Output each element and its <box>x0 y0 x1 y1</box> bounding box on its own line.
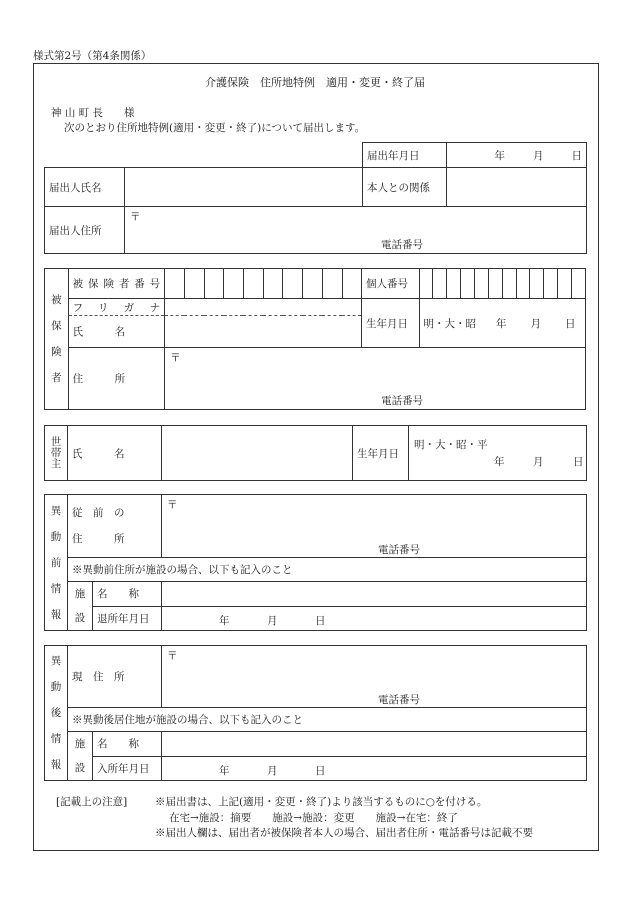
digit-box[interactable] <box>433 269 447 299</box>
insured-number-label: 被保険者番号 <box>68 269 165 299</box>
digit-box[interactable] <box>342 269 362 299</box>
household-birth-label: 生年月日 <box>353 426 409 481</box>
household-name-field[interactable] <box>162 426 353 481</box>
digit-box[interactable] <box>165 269 185 299</box>
digit-box[interactable] <box>224 269 244 299</box>
personal-number-label: 個人番号 <box>362 269 420 299</box>
before-group-label: 異動前情報 <box>45 495 68 631</box>
after-address-field[interactable] <box>162 646 587 708</box>
before-address-field[interactable] <box>162 495 587 558</box>
insured-birth-field[interactable]: 明・大・昭 年 月 日 <box>419 299 585 348</box>
applicant-name-field[interactable] <box>125 168 363 207</box>
insured-name-label: 氏 名 <box>68 316 165 348</box>
digit-box[interactable] <box>544 269 558 299</box>
insured-group-label: 被保険者 <box>45 269 69 410</box>
digit-box[interactable] <box>530 269 544 299</box>
digit-box[interactable] <box>558 269 572 299</box>
insured-birth-label: 生年月日 <box>362 299 420 348</box>
digit-box[interactable] <box>502 269 516 299</box>
date-field[interactable]: 年 月 日 <box>447 143 587 168</box>
notes-line-3: ※届出人欄は、届出者が被保険者本人の場合、届出者住所・電話番号は記載不要 <box>155 827 533 839</box>
applicant-address-label: 届出人住所 <box>45 207 125 254</box>
notes-heading: [記載上の注意] <box>56 796 128 808</box>
after-group-label: 異動後情報 <box>45 646 68 781</box>
phone-label: 電話番号 <box>381 239 423 251</box>
after-facility-name-label: 名 称 <box>93 732 162 757</box>
digit-box[interactable] <box>461 269 475 299</box>
insured-address-label: 住 所 <box>68 348 165 410</box>
insured-table <box>44 268 586 410</box>
before-facility-name-field[interactable] <box>162 582 587 607</box>
household-name-label: 氏 名 <box>68 426 162 481</box>
after-address-label: 現 住 所 <box>68 646 162 708</box>
applicant-table <box>44 142 587 254</box>
relation-field[interactable] <box>447 168 587 207</box>
after-date-field[interactable]: 年 月 日 <box>162 756 587 781</box>
digit-box[interactable] <box>283 269 303 299</box>
applicant-name-label: 届出人氏名 <box>45 168 125 207</box>
phone-label: 電話番号 <box>378 694 420 706</box>
digit-box[interactable] <box>322 269 342 299</box>
postal-mark: 〒 <box>167 499 178 511</box>
before-date-field[interactable]: 年 月 日 <box>162 606 587 631</box>
digit-box[interactable] <box>243 269 263 299</box>
postal-mark: 〒 <box>130 211 141 223</box>
after-date-label: 入所年月日 <box>93 756 162 781</box>
after-facility-group: 施設 <box>68 732 93 781</box>
before-facility-group: 施設 <box>68 582 93 631</box>
digit-box[interactable] <box>303 269 323 299</box>
digit-box[interactable] <box>571 269 585 299</box>
household-birth-field[interactable]: 明・大・昭・平 年 月 日 <box>409 426 587 481</box>
date-label: 届出年月日 <box>363 143 447 168</box>
notes-line-1: ※届出書は、上記(適用・変更・終了)より該当するものに○を付ける。 <box>155 796 488 808</box>
insured-address-field[interactable] <box>165 348 586 410</box>
furigana-field[interactable] <box>165 299 362 316</box>
phone-label: 電話番号 <box>378 544 420 556</box>
before-facility-note: ※異動前住所が施設の場合、以下も記入のこと <box>68 558 587 582</box>
digit-box[interactable] <box>184 269 204 299</box>
digit-box[interactable] <box>419 269 433 299</box>
after-facility-name-field[interactable] <box>162 732 587 757</box>
before-table <box>44 494 587 631</box>
after-facility-note: ※異動後居住地が施設の場合、以下も記入のこと <box>68 708 587 732</box>
insured-name-field[interactable] <box>165 316 362 348</box>
intro-text: 次のとおり住所地特例(適用・変更・終了)について届出します。 <box>64 122 366 134</box>
household-table <box>44 425 587 481</box>
furigana-label: フリガナ <box>68 299 165 316</box>
digit-box[interactable] <box>263 269 283 299</box>
relation-label: 本人との関係 <box>363 168 447 207</box>
after-table <box>44 645 587 781</box>
digit-box[interactable] <box>516 269 530 299</box>
postal-mark: 〒 <box>170 352 181 364</box>
notes-line-2: 在宅→施設：摘要 施設→施設：変更 施設→在宅：終了 <box>169 812 458 824</box>
phone-label: 電話番号 <box>381 395 424 407</box>
applicant-address-field[interactable] <box>125 207 587 254</box>
postal-mark: 〒 <box>167 650 178 662</box>
before-address-label: 従 前 の 住 所 <box>68 495 162 558</box>
addressee: 神 山 町 長 様 <box>51 107 135 119</box>
digit-box[interactable] <box>474 269 488 299</box>
before-date-label: 退所年月日 <box>93 606 162 631</box>
digit-box[interactable] <box>488 269 502 299</box>
household-group-label: 世帯主 <box>45 426 68 481</box>
form-title: 介護保険 住所地特例 適用・変更・終了届 <box>205 76 425 89</box>
digit-box[interactable] <box>204 269 224 299</box>
before-facility-name-label: 名 称 <box>93 582 162 607</box>
form-number-label: 様式第2号（第4条関係） <box>33 50 152 62</box>
digit-box[interactable] <box>447 269 461 299</box>
